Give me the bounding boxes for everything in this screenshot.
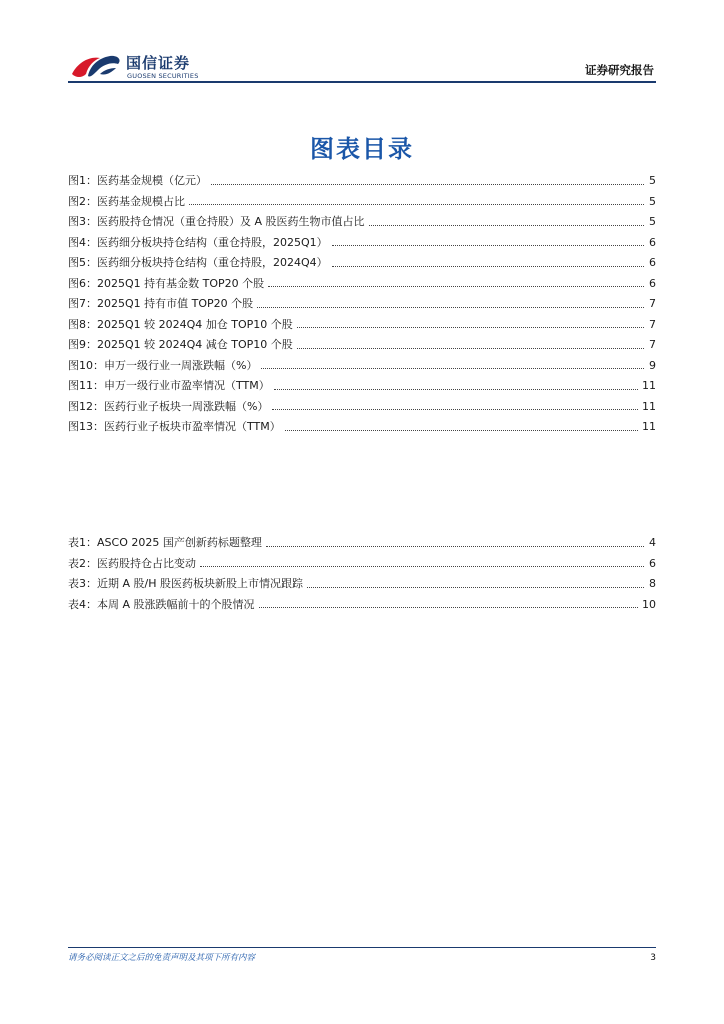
figure-toc-entry[interactable] bbox=[68, 397, 656, 418]
toc-entry-caption: 近期 A 股/H 股医药板块新股上市情况跟踪 bbox=[97, 577, 303, 591]
toc-entry-caption: 医药基金规模占比 bbox=[97, 194, 185, 208]
toc-entry-caption: 医药股持仓情况（重仓持股）及 A 股医药生物市值占比 bbox=[97, 215, 365, 229]
footer-divider bbox=[68, 947, 656, 948]
toc-entry-caption: 2025Q1 较 2024Q4 加仓 TOP10 个股 bbox=[97, 317, 293, 331]
figure-toc-entry[interactable] bbox=[68, 376, 656, 397]
logo-name-en: GUOSEN SECURITIES bbox=[127, 72, 199, 80]
toc-entry-label: 图7： bbox=[68, 297, 97, 311]
figure-toc-entry[interactable] bbox=[68, 335, 656, 356]
page-header bbox=[68, 50, 656, 84]
toc-entry-caption: 医药股持仓占比变动 bbox=[97, 556, 196, 570]
footer-disclaimer[interactable]: 请务必阅读正文之后的免责声明及其项下所有内容 bbox=[68, 953, 256, 963]
toc-entry-page: 4 bbox=[649, 536, 656, 550]
toc-entry-label: 图5： bbox=[68, 256, 97, 270]
figure-toc-entry[interactable] bbox=[68, 356, 656, 377]
logo-name-cn: 国信证券 bbox=[126, 54, 191, 72]
toc-entry-page: 5 bbox=[649, 215, 656, 229]
figure-toc-entry[interactable] bbox=[68, 212, 656, 233]
toc-entry-page: 7 bbox=[649, 338, 656, 352]
toc-dot-leader bbox=[307, 577, 644, 588]
toc-entry-page: 5 bbox=[649, 174, 656, 188]
figure-toc-entry[interactable] bbox=[68, 294, 656, 315]
toc-entry-caption: 医药细分板块持仓结构（重仓持股，2024Q4） bbox=[97, 256, 328, 270]
toc-entry-page: 6 bbox=[649, 256, 656, 270]
toc-dot-leader bbox=[259, 597, 638, 608]
toc-dot-leader bbox=[266, 536, 644, 547]
figure-toc-entry[interactable] bbox=[68, 192, 656, 213]
table-toc-entry[interactable] bbox=[68, 533, 656, 554]
toc-dot-leader bbox=[257, 297, 644, 308]
toc-entry-label: 图1： bbox=[68, 174, 97, 188]
toc-entry-page: 11 bbox=[642, 420, 656, 434]
toc-entry-caption: 医药细分板块持仓结构（重仓持股，2025Q1） bbox=[97, 235, 328, 249]
toc-entry-label: 表4： bbox=[68, 597, 97, 611]
toc-entry-caption: ASCO 2025 国产创新药标题整理 bbox=[97, 536, 262, 550]
table-toc-entry[interactable] bbox=[68, 554, 656, 575]
toc-entry-page: 9 bbox=[649, 358, 656, 372]
toc-dot-leader bbox=[285, 420, 638, 431]
figure-toc-entry[interactable] bbox=[68, 171, 656, 192]
toc-dot-leader bbox=[332, 256, 644, 267]
toc-entry-label: 图8： bbox=[68, 317, 97, 331]
toc-entry-label: 表3： bbox=[68, 577, 97, 591]
toc-entry-label: 图13： bbox=[68, 420, 104, 434]
toc-dot-leader bbox=[189, 194, 644, 205]
figure-toc-entry[interactable] bbox=[68, 417, 656, 438]
figure-toc-entry[interactable] bbox=[68, 253, 656, 274]
toc-entry-page: 5 bbox=[649, 194, 656, 208]
toc-entry-label: 图6： bbox=[68, 276, 97, 290]
toc-entry-page: 6 bbox=[649, 235, 656, 249]
toc-entry-label: 图11： bbox=[68, 379, 104, 393]
toc-entry-label: 图2： bbox=[68, 194, 97, 208]
guosen-logo bbox=[70, 50, 210, 84]
toc-entry-caption: 申万一级行业一周涨跌幅（%） bbox=[104, 358, 258, 372]
toc-dot-leader bbox=[274, 379, 638, 390]
page-number: 3 bbox=[650, 953, 656, 963]
toc-entry-caption: 2025Q1 持有市值 TOP20 个股 bbox=[97, 297, 254, 311]
toc-entry-label: 图9： bbox=[68, 338, 97, 352]
guosen-logo-mark-icon bbox=[70, 52, 122, 82]
toc-entry-caption: 医药行业子板块市盈率情况（TTM） bbox=[104, 420, 281, 434]
toc-entry-page: 7 bbox=[649, 317, 656, 331]
toc-entry-label: 图12： bbox=[68, 399, 104, 413]
table-toc-entry[interactable] bbox=[68, 574, 656, 595]
toc-dot-leader bbox=[297, 317, 644, 328]
toc-dot-leader bbox=[272, 399, 638, 410]
table-toc-entry[interactable] bbox=[68, 595, 656, 616]
toc-entry-caption: 本周 A 股涨跌幅前十的个股情况 bbox=[97, 597, 255, 611]
toc-dot-leader bbox=[261, 358, 644, 369]
toc-dot-leader bbox=[268, 276, 644, 287]
toc-entry-label: 表2： bbox=[68, 556, 97, 570]
header-divider bbox=[68, 81, 656, 83]
toc-entry-caption: 医药行业子板块一周涨跌幅（%） bbox=[104, 399, 269, 413]
toc-entry-caption: 申万一级行业市盈率情况（TTM） bbox=[104, 379, 270, 393]
toc-dot-leader bbox=[200, 556, 644, 567]
toc-dot-leader bbox=[332, 235, 644, 246]
figure-list bbox=[68, 171, 656, 438]
table-list bbox=[68, 533, 656, 615]
toc-entry-page: 6 bbox=[649, 276, 656, 290]
page-title: 图表目录 bbox=[310, 135, 414, 164]
toc-dot-leader bbox=[297, 338, 644, 349]
toc-entry-label: 图4： bbox=[68, 235, 97, 249]
toc-dot-leader bbox=[211, 174, 644, 185]
toc-entry-page: 11 bbox=[642, 379, 656, 393]
toc-entry-page: 11 bbox=[642, 399, 656, 413]
toc-entry-label: 图3： bbox=[68, 215, 97, 229]
report-type-label: 证券研究报告 bbox=[585, 63, 654, 77]
toc-entry-caption: 2025Q1 持有基金数 TOP20 个股 bbox=[97, 276, 265, 290]
toc-entry-label: 表1： bbox=[68, 536, 97, 550]
toc-entry-page: 7 bbox=[649, 297, 656, 311]
toc-entry-page: 10 bbox=[642, 597, 656, 611]
figure-toc-entry[interactable] bbox=[68, 233, 656, 254]
toc-entry-label: 图10： bbox=[68, 358, 104, 372]
figure-toc-entry[interactable] bbox=[68, 315, 656, 336]
figure-toc-entry[interactable] bbox=[68, 274, 656, 295]
toc-entry-caption: 医药基金规模（亿元） bbox=[97, 174, 207, 188]
toc-dot-leader bbox=[369, 215, 644, 226]
toc-entry-page: 8 bbox=[649, 577, 656, 591]
toc-entry-page: 6 bbox=[649, 556, 656, 570]
toc-entry-caption: 2025Q1 较 2024Q4 减仓 TOP10 个股 bbox=[97, 338, 293, 352]
